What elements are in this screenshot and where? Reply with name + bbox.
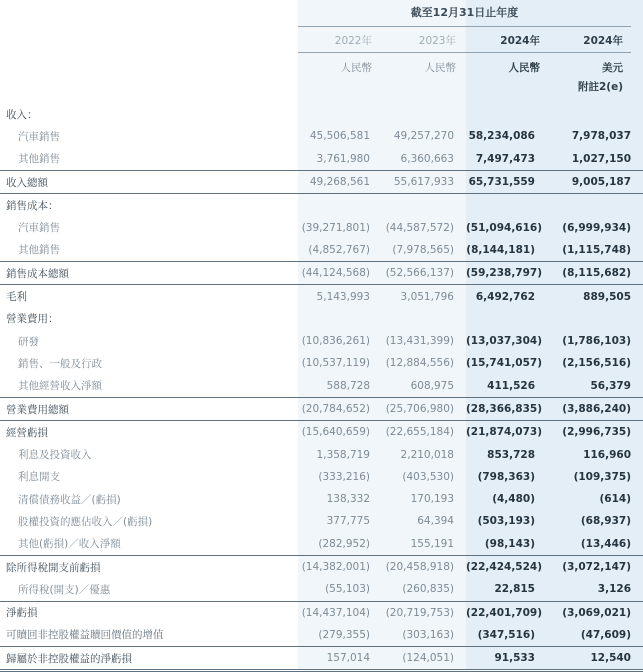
value-2023: 155,191 (410, 537, 454, 550)
row-label: 汽車銷售 (18, 130, 60, 143)
table-row (0, 308, 643, 330)
value-2024-rmb: 6,492,762 (466, 285, 547, 308)
row-label: 其他銷售 (18, 153, 60, 166)
value-2024-usd (547, 103, 643, 125)
row-label: 清償債務收益／(虧損) (18, 493, 121, 506)
value-2024-usd: (614) (599, 493, 631, 506)
value-2024-usd: (13,446) (580, 537, 631, 550)
value-2022: (20,784,652) (298, 397, 382, 420)
value-2024-rmb: (28,366,835) (466, 397, 547, 420)
row-label: 淨虧損 (0, 601, 298, 624)
value-2022: (39,271,801) (301, 221, 370, 234)
row-label: 其他(虧損)／收入淨額 (18, 538, 121, 551)
table-row (0, 510, 643, 532)
value-2022: (4,852,767) (308, 243, 370, 256)
row-label: 其他銷售 (18, 244, 60, 257)
value-2023: (44,587,572) (385, 221, 454, 234)
table-row-total (0, 262, 643, 285)
row-label: 營業費用總額 (0, 397, 298, 420)
row-label: 汽車銷售 (18, 222, 60, 235)
value-2024-rmb: 853,728 (487, 448, 535, 461)
value-2024-usd: (6,999,934) (562, 221, 631, 234)
table-row (0, 125, 643, 147)
row-label: 所得稅(開支)／優惠 (18, 583, 111, 596)
value-2023: (260,835) (402, 583, 454, 596)
value-2023: (20,458,918) (382, 555, 466, 578)
value-2023: 49,257,270 (393, 130, 454, 143)
table-row (0, 239, 643, 262)
row-label: 除所得稅開支前虧損 (0, 555, 298, 578)
value-2022 (298, 103, 382, 125)
currency-2024-rmb-heading: 人民幣 (508, 62, 540, 74)
value-2024-usd: (2,156,516) (562, 357, 631, 370)
value-2022: (15,640,659) (298, 421, 382, 444)
row-label: 銷售、一般及行政 (18, 357, 102, 370)
table-row-total (0, 170, 643, 193)
value-2024-rmb: (347,516) (477, 628, 535, 641)
income-statement-table (0, 103, 643, 672)
table-row (0, 330, 643, 352)
value-2024-rmb: 7,497,473 (475, 152, 535, 165)
value-2022: (55,103) (325, 583, 370, 596)
value-2023: 3,051,796 (382, 285, 466, 308)
value-2024-usd (547, 194, 643, 217)
value-2022: (14,437,104) (298, 601, 382, 624)
year-2022-heading: 2022年 (334, 35, 372, 47)
value-2023: 64,394 (417, 515, 454, 528)
value-2024-rmb: 411,526 (487, 379, 535, 392)
value-2023: 2,210,018 (400, 448, 454, 461)
value-2023 (382, 308, 466, 330)
row-label: 可贖回非控股權益贖回價值的增值 (6, 629, 164, 642)
value-2023: 6,360,663 (400, 152, 454, 165)
value-2022: 138,332 (326, 493, 370, 506)
value-2023: (20,719,753) (382, 601, 466, 624)
value-2024-rmb: (21,874,073) (466, 421, 547, 444)
value-2024-rmb (466, 308, 547, 330)
value-2023 (382, 103, 466, 125)
value-2024-usd: 9,005,187 (547, 170, 643, 193)
row-label: 利息及投資收入 (18, 449, 92, 462)
table-row (0, 194, 643, 217)
value-2024-usd: 12,540 (547, 647, 643, 671)
value-2024-usd: 1,027,150 (571, 152, 631, 165)
value-2024-rmb: (798,363) (477, 470, 535, 483)
value-2024-usd: (3,072,147) (547, 555, 643, 578)
row-label: 利息開支 (18, 471, 60, 484)
year-underline (298, 52, 631, 53)
value-2023 (382, 194, 466, 217)
value-2024-rmb: (8,144,181) (466, 243, 535, 256)
value-2024-rmb (466, 194, 547, 217)
value-2022: 588,728 (326, 379, 370, 392)
value-2022: 3,761,980 (316, 152, 370, 165)
value-2024-rmb: (13,037,304) (466, 335, 543, 348)
table-row-total (0, 397, 643, 420)
value-2024-rmb: 22,815 (494, 583, 535, 596)
table-row (0, 148, 643, 171)
year-2024-usd-heading: 2024年 (583, 35, 623, 47)
value-2024-rmb: (503,193) (477, 515, 535, 528)
value-2022 (298, 194, 382, 217)
value-2024-usd: (2,996,735) (547, 421, 643, 444)
value-2022: 1,358,719 (316, 448, 370, 461)
value-2024-usd: (109,375) (573, 470, 631, 483)
period-heading: 截至12月31日止年度 (410, 6, 519, 19)
table-row (0, 443, 643, 465)
table-row (0, 601, 643, 624)
value-2024-rmb: (22,401,709) (466, 601, 547, 624)
table-row (0, 216, 643, 238)
value-2024-rmb: (98,143) (484, 537, 535, 550)
value-2023: (403,530) (402, 470, 454, 483)
currency-2022-heading: 人民幣 (340, 62, 372, 74)
value-2024-rmb: (51,094,616) (466, 221, 543, 234)
value-2022: 157,014 (298, 647, 382, 671)
value-2024-rmb: (22,424,524) (466, 555, 547, 578)
value-2024-usd: (1,786,103) (562, 335, 631, 348)
table-row (0, 285, 643, 308)
table-row (0, 103, 643, 125)
row-label: 研發 (18, 335, 39, 348)
table-row (0, 375, 643, 398)
value-2022: 45,506,581 (309, 130, 370, 143)
value-2023: 55,617,933 (382, 170, 466, 193)
row-label: 毛利 (0, 285, 298, 308)
row-label: 收入： (6, 108, 38, 121)
row-label: 銷售成本總額 (0, 262, 298, 285)
table-row (0, 578, 643, 601)
year-2024-rmb-heading: 2024年 (500, 35, 540, 47)
value-2024-usd: (3,886,240) (547, 397, 643, 420)
value-2024-usd: (8,115,682) (547, 262, 643, 285)
value-2023: (124,051) (382, 647, 466, 671)
value-2022 (298, 308, 382, 330)
value-2023: 608,975 (410, 379, 454, 392)
value-2022: (14,382,001) (298, 555, 382, 578)
year-2023-heading: 2023年 (418, 35, 456, 47)
row-label: 歸屬於非控股權益的淨虧損 (0, 647, 298, 671)
value-2022: (282,952) (318, 537, 370, 550)
table-row (0, 555, 643, 578)
value-2022: 49,268,561 (298, 170, 382, 193)
value-2022: (44,124,568) (298, 262, 382, 285)
row-label: 其他經營收入淨額 (18, 380, 102, 393)
table-row (0, 421, 643, 444)
value-2024-usd: (3,069,021) (547, 601, 643, 624)
value-2022: (10,537,119) (301, 357, 370, 370)
value-2024-usd: (68,937) (580, 515, 631, 528)
value-2024-usd: 7,978,037 (571, 130, 631, 143)
value-2024-rmb: 58,234,086 (468, 130, 535, 143)
table-row (0, 488, 643, 510)
value-2022: (10,836,261) (301, 335, 370, 348)
value-2024-rmb: 65,731,559 (466, 170, 547, 193)
value-2022: 377,775 (326, 515, 370, 528)
currency-2023-heading: 人民幣 (424, 62, 456, 74)
value-2022: (333,216) (318, 470, 370, 483)
value-2022: 5,143,993 (298, 285, 382, 308)
value-2024-usd: 3,126 (597, 583, 631, 596)
table-row (0, 533, 643, 556)
row-label: 營業費用： (6, 313, 59, 326)
value-2024-usd: 56,379 (590, 379, 631, 392)
value-2023: (7,978,565) (392, 243, 454, 256)
currency-2024-usd-heading: 美元 (602, 62, 623, 74)
value-2023: (12,884,556) (385, 357, 454, 370)
value-2023: (22,655,184) (382, 421, 466, 444)
row-label: 經營虧損 (0, 421, 298, 444)
value-2024-usd: (1,115,748) (562, 243, 631, 256)
value-2024-usd: 116,960 (583, 448, 631, 461)
row-label: 收入總額 (0, 170, 298, 193)
value-2024-usd (547, 308, 643, 330)
value-2024-rmb: 91,533 (466, 647, 547, 671)
value-2023: (52,566,137) (382, 262, 466, 285)
value-2024-usd: (47,609) (580, 628, 631, 641)
value-2022: (279,355) (318, 628, 370, 641)
value-2024-rmb: (59,238,797) (466, 262, 547, 285)
row-label: 股權投資的應佔收入／(虧損) (18, 515, 153, 528)
value-2023: (25,706,980) (382, 397, 466, 420)
table-row (0, 466, 643, 488)
value-2024-rmb (466, 103, 547, 125)
table-row (0, 352, 643, 374)
value-2024-usd: 889,505 (547, 285, 643, 308)
value-2024-rmb: (15,741,057) (466, 357, 543, 370)
value-2023: 170,193 (410, 493, 454, 506)
table-row-grand-total (0, 647, 643, 671)
value-2024-rmb: (4,480) (492, 493, 535, 506)
row-label: 銷售成本： (0, 194, 298, 217)
note-reference: 附註2(e) (577, 81, 623, 93)
value-2023: (303,163) (402, 628, 454, 641)
table-row (0, 624, 643, 647)
value-2023: (13,431,399) (385, 335, 454, 348)
period-underline (298, 26, 631, 27)
